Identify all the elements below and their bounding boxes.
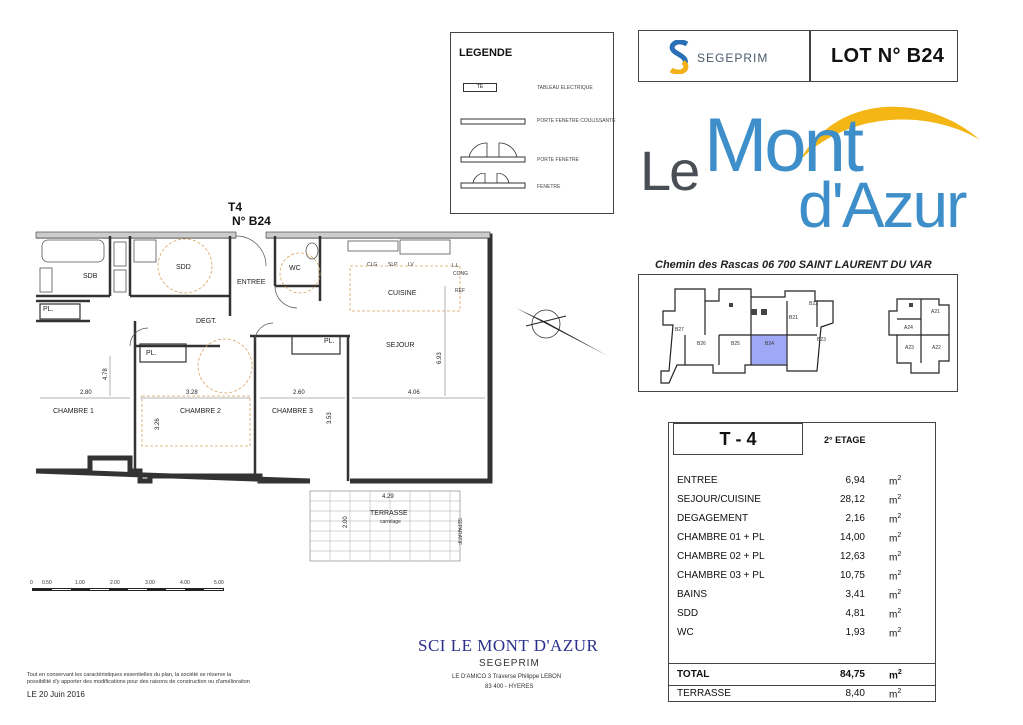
room-terrasse: TERRASSE <box>370 510 408 517</box>
kitchen-slp: SLP <box>388 262 398 268</box>
legal-footnote: Tout en conservant les caractéristiques essentielles du plan, la société se réserve la possibilité d'y apporter des modifications pour des raisons de construction ou d'amélioraiton <box>27 672 250 685</box>
row-label: SEJOUR/CUISINE <box>677 494 761 505</box>
dim-sejour-depth: 6.93 <box>437 352 443 364</box>
window-icon <box>459 173 529 191</box>
scale-bar <box>30 580 230 600</box>
keyplan-label-b22: B22 <box>809 301 818 307</box>
kitchen-ll: L.L <box>452 263 459 269</box>
unit-type-cell <box>673 423 803 455</box>
legend-label-2: PORTE FENETRE COULISSANTE <box>537 118 616 124</box>
brand-name: SEGEPRIM <box>697 51 769 65</box>
dim-chambre1-depth: 4.78 <box>103 368 109 380</box>
unit-title <box>228 200 271 228</box>
room-degt: DEGT. <box>196 318 217 325</box>
row-label: WC <box>677 627 694 638</box>
row-unit: $m^2$ <box>889 589 902 602</box>
surface-row <box>677 589 927 608</box>
scale-bar-line <box>32 588 224 591</box>
dim-chambre2-width: 3.28 <box>186 390 198 396</box>
kitchen-ref: REF <box>455 288 465 294</box>
row-unit: $m^2$ <box>889 551 902 564</box>
row-value: 10,75 <box>839 570 865 581</box>
dim-terrasse-depth: 2.00 <box>343 516 349 528</box>
scale-label-6: 5.00 <box>214 580 224 586</box>
row-unit: $m^2$ <box>889 475 902 488</box>
company-address-1: LE D'AMICO 3 Traverse Philippe LEBON <box>452 674 562 680</box>
company-address-2: 83 400 - HYERES <box>485 684 534 690</box>
keyplan-label-a23: A23 <box>905 345 914 351</box>
surface-rows <box>677 475 927 646</box>
electrical-panel-icon: TE <box>463 83 497 92</box>
keyplan-label-a22: A22 <box>932 345 941 351</box>
company-name: SCI LE MONT D'AZUR <box>418 636 599 655</box>
dim-chambre3-depth: 3.53 <box>327 412 333 424</box>
keyplan-label-b27: B27 <box>675 327 684 333</box>
dim-terrasse-width: 4.29 <box>382 494 394 500</box>
row-value: 2,16 <box>845 513 865 524</box>
room-sdd: SDD <box>176 264 191 271</box>
room-pl3: PL. <box>324 338 335 345</box>
surface-row <box>677 627 927 646</box>
scale-label-1: 0.50 <box>42 580 52 586</box>
row-unit: $m^2$ <box>889 513 902 526</box>
row-unit: $m^2$ <box>889 627 902 640</box>
row-value: 14,00 <box>839 532 865 543</box>
keyplan-label-b21: B21 <box>789 315 798 321</box>
logo-dazur: d'Azur <box>798 169 966 241</box>
room-chambre3: CHAMBRE 3 <box>272 408 313 415</box>
row-label: ENTREE <box>677 475 718 486</box>
room-pl2: PL. <box>146 350 157 357</box>
room-wc: WC <box>289 265 301 272</box>
kitchen-cong: CONG <box>453 271 468 277</box>
terrasse-value: 8,40 <box>845 688 865 699</box>
kitchen-clg: CLG <box>367 262 378 268</box>
company-sub: SEGEPRIM <box>479 658 540 669</box>
legend-label-1: TABLEAU ELECTRIQUE <box>537 85 593 91</box>
row-unit: $m^2$ <box>889 608 902 621</box>
row-label: SDD <box>677 608 699 619</box>
total-row <box>677 669 927 685</box>
unit-type-label: T4 <box>228 200 243 214</box>
row-unit: $m^2$ <box>889 532 902 545</box>
logo-le: Le <box>640 139 699 202</box>
room-sejour: SEJOUR <box>386 342 415 349</box>
legend-label-3: PORTE FENETRE <box>537 157 579 163</box>
lot-box <box>810 30 958 82</box>
keyplan-label-a21: A21 <box>931 309 940 315</box>
row-label: BAINS <box>677 589 708 600</box>
kitchen-lv: LV <box>408 262 414 268</box>
row-value: 3,41 <box>845 589 865 600</box>
room-pl1: PL. <box>43 306 54 313</box>
row-value: 1,93 <box>845 627 865 638</box>
keyplan-drawing <box>639 275 959 393</box>
keyplan-label-b24: B24 <box>765 341 774 347</box>
row-value: 28,12 <box>839 494 865 505</box>
french-door-icon <box>459 141 529 165</box>
row-label: CHAMBRE 02 + PL <box>677 551 765 562</box>
scale-label-3: 2.00 <box>110 580 120 586</box>
legend-label-4: FENETRE <box>537 184 561 190</box>
total-value: 84,75 <box>839 669 865 680</box>
scale-label-4: 3.00 <box>145 580 155 586</box>
room-carrelage: carrelage <box>380 519 401 525</box>
brand-box <box>638 30 810 82</box>
total-divider <box>669 663 935 664</box>
address: Chemin des Rascas 06 700 SAINT LAURENT DU VAR <box>655 259 932 271</box>
row-label: DEGAGEMENT <box>677 513 749 524</box>
dim-chambre1-width: 2.80 <box>80 390 92 396</box>
surface-table-box <box>668 422 936 702</box>
project-logo <box>640 100 990 255</box>
surface-row <box>677 608 927 627</box>
keyplan-label-a24: A24 <box>904 325 913 331</box>
scale-label-2: 1.00 <box>75 580 85 586</box>
terrasse-row <box>677 688 927 702</box>
keyplan-box <box>638 274 958 392</box>
label-separatif: SEPARATIF <box>456 518 462 546</box>
surface-row <box>677 494 927 513</box>
keyplan-label-b25: B25 <box>731 341 740 347</box>
document-date: LE 20 Juin 2016 <box>27 690 85 699</box>
row-value: 6,94 <box>845 475 865 486</box>
north-arrow-icon <box>514 298 614 360</box>
unit-number-label: N° B24 <box>232 214 271 228</box>
keyplan-label-b23: B23 <box>817 337 826 343</box>
row-value: 4,81 <box>845 608 865 619</box>
scale-label-0: 0 <box>30 580 33 586</box>
terrasse-divider <box>669 685 935 686</box>
dim-chambre3-width: 2.60 <box>293 390 305 396</box>
segeprim-logo-icon <box>667 40 691 74</box>
room-chambre1: CHAMBRE 1 <box>53 408 94 415</box>
row-label: CHAMBRE 03 + PL <box>677 570 765 581</box>
row-label: CHAMBRE 01 + PL <box>677 532 765 543</box>
legend-title: LEGENDE <box>459 47 513 59</box>
surface-row <box>677 570 927 589</box>
total-unit: $m^2$ <box>889 669 902 682</box>
sliding-window-icon <box>459 113 529 129</box>
surface-row <box>677 532 927 551</box>
surface-row <box>677 475 927 494</box>
row-unit: $m^2$ <box>889 570 902 583</box>
room-cuisine: CUISINE <box>388 290 417 297</box>
floor-label: 2° ETAGE <box>824 435 866 445</box>
dim-chambre2-depth: 3.26 <box>155 418 161 430</box>
room-entree: ENTREE <box>237 279 266 286</box>
row-value: 12,63 <box>839 551 865 562</box>
room-chambre2: CHAMBRE 2 <box>180 408 221 415</box>
unit-type: T - 4 <box>719 429 757 449</box>
total-label: TOTAL <box>677 669 710 680</box>
surface-row <box>677 513 927 532</box>
surface-row <box>677 551 927 570</box>
scale-label-5: 4.00 <box>180 580 190 586</box>
terrasse-label: TERRASSE <box>677 688 731 699</box>
keyplan-label-b26: B26 <box>697 341 706 347</box>
terrasse-unit: $m^2$ <box>889 688 902 701</box>
row-unit: $m^2$ <box>889 494 902 507</box>
room-sdb: SDB <box>83 273 98 280</box>
lot-number: LOT N° B24 <box>831 45 945 67</box>
logo-mont: Mont <box>704 103 861 188</box>
legend-box <box>450 32 614 214</box>
dim-sejour-width: 4.06 <box>408 390 420 396</box>
